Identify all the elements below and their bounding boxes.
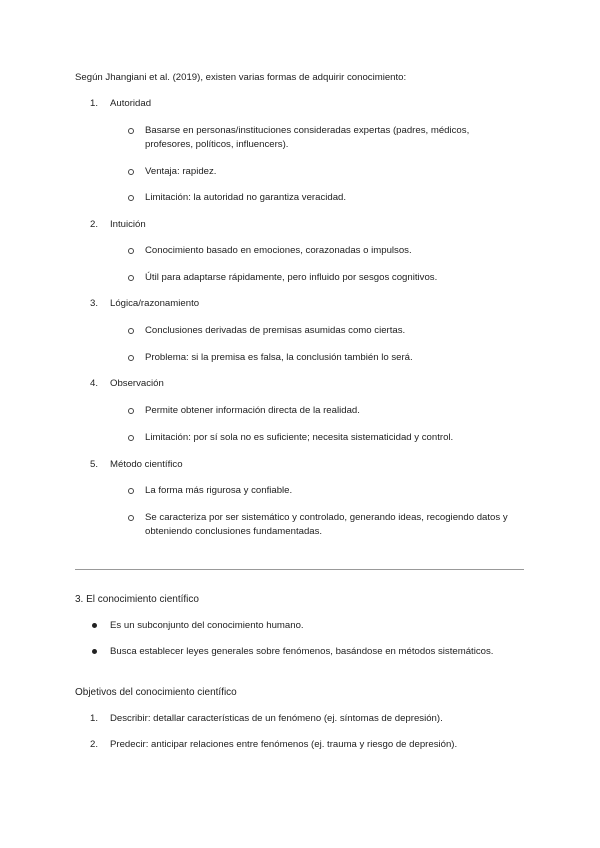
objective-item: Describir: detallar características de un fenómeno (ej. síntomas de depresión). [110,713,443,724]
form-number: 1. [89,98,98,109]
hollow-bullet-icon [128,515,134,521]
objective-number: 2. [89,739,98,750]
hollow-bullet-icon [128,248,134,254]
list-item: Conocimiento basado en emociones, corazonadas o impulsos. [145,245,412,256]
list-item: Limitación: la autoridad no garantiza veracidad. [145,192,347,203]
form-number: 4. [89,378,98,389]
hollow-bullet-icon [128,328,134,334]
list-item: Ventaja: rapidez. [145,166,217,177]
hollow-bullet-icon [128,169,134,175]
form-title: Observación [110,378,164,389]
hollow-bullet-icon [128,355,134,361]
objective-item: Predecir: anticipar relaciones entre fenómenos (ej. trauma y riesgo de depresión). [110,739,458,750]
list-item-continuation: profesores, políticos, influencers). [145,139,289,150]
list-item: La forma más rigurosa y confiable. [145,485,293,496]
form-title: Método científico [110,459,183,470]
form-title: Intuición [110,219,146,230]
hollow-bullet-icon [128,195,134,201]
form-title: Autoridad [110,98,152,109]
form-number: 2. [89,219,98,230]
solid-bullet-icon [92,623,97,628]
horizontal-divider [75,569,524,570]
list-item: Problema: si la premisa es falsa, la conclusión también lo será. [145,352,413,363]
list-item: Útil para adaptarse rápidamente, pero influido por sesgos cognitivos. [145,272,438,283]
list-item: Permite obtener información directa de la realidad. [145,405,360,416]
hollow-bullet-icon [128,275,134,281]
list-item: Se caracteriza por ser sistemático y controlado, generando ideas, recogiendo datos y [145,512,508,523]
list-item: Conclusiones derivadas de premisas asumidas como ciertas. [145,325,406,336]
hollow-bullet-icon [128,128,134,134]
hollow-bullet-icon [128,435,134,441]
solid-bullet-icon [92,649,97,654]
list-item: Limitación: por sí sola no es suficiente; necesita sistematicidad y control. [145,432,454,443]
form-number: 5. [89,459,98,470]
list-item: Basarse en personas/instituciones consideradas expertas (padres, médicos, [145,125,470,136]
list-item-continuation: obteniendo conclusiones fundamentadas. [145,526,323,537]
hollow-bullet-icon [128,408,134,414]
section-heading: 3. El conocimiento científico [75,594,199,605]
hollow-bullet-icon [128,488,134,494]
intro-text: Según Jhangiani et al. (2019), existen varias formas de adquirir conocimiento: [75,72,407,83]
list-item: Es un subconjunto del conocimiento humano. [110,620,304,631]
list-item: Busca establecer leyes generales sobre fenómenos, basándose en métodos sistemáticos. [110,646,494,657]
objective-number: 1. [89,713,98,724]
form-title: Lógica/razonamiento [110,298,200,309]
subsection-heading: Objetivos del conocimiento científico [75,687,237,698]
form-number: 3. [89,298,98,309]
